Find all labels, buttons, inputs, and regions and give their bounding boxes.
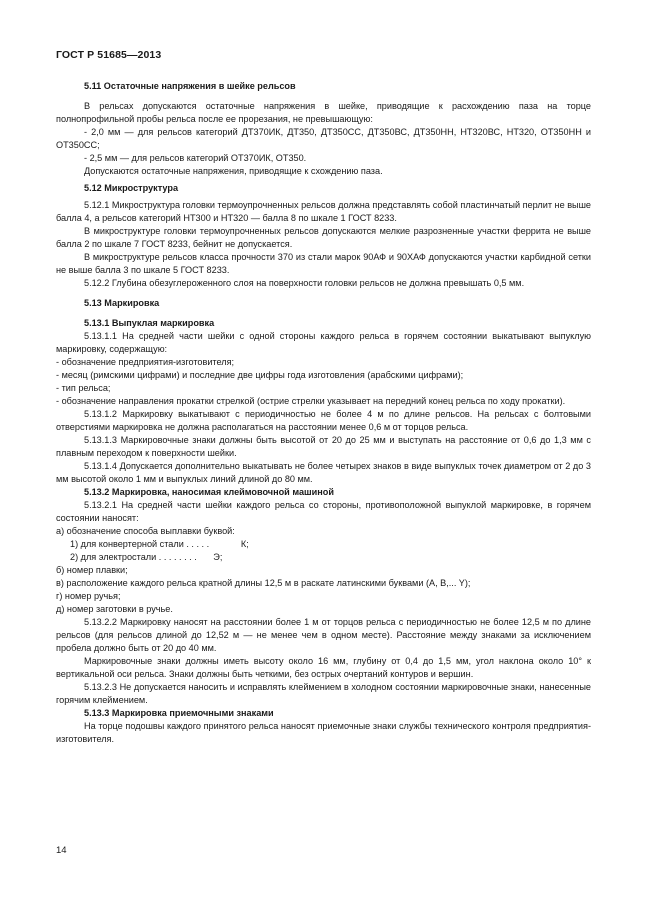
paragraph: Маркировочные знаки должны иметь высоту около 16 мм, глубину от 0,4 до 1,5 мм, угол наклона около 10° к вертикальной оси рельса. Знаки должны быть четкими, без острых очертаний контуров и вершин.: [56, 656, 591, 679]
list-item: д) номер заготовки в ручье.: [56, 604, 173, 614]
list-item: - месяц (римскими цифрами) и последние две цифры года изготовления (арабскими цифрами);: [56, 370, 464, 380]
list-item: в) расположение каждого рельса кратной длины 12,5 м в раскате латинскими буквами (A, B,... Y);: [56, 578, 471, 588]
list-item: - обозначение направления прокатки стрелкой (острие стрелки указывает на передний конец рельса по ходу прокатки).: [56, 396, 566, 406]
paragraph: 5.13.1.1 На средней части шейки с одной стороны каждого рельса в горячем состоянии выкатывают выпуклую маркировку, содержащую:: [56, 331, 591, 354]
list-item: г) номер ручья;: [56, 591, 121, 601]
subsection-5-13-3-heading: 5.13.3 Маркировка приемочными знаками: [84, 708, 274, 718]
subitem-dots: . . . . .: [186, 539, 210, 549]
list-item: а) обозначение способа выплавки буквой:: [56, 526, 235, 536]
paragraph: 5.12.1 Микроструктура головки термоупрочненных рельсов должна представлять собой пластинчатый перлит не выше балла 4, а рельсов категорий НТ300 и НТ320 — балла 8 по шкале 1 ГОСТ 8233.: [56, 200, 591, 223]
paragraph: Допускаются остаточные напряжения, приводящие к схождению паза.: [84, 166, 383, 176]
list-item: - тип рельса;: [56, 383, 111, 393]
list-item: б) номер плавки;: [56, 565, 128, 575]
subsection-5-13-1-heading: 5.13.1 Выпуклая маркировка: [84, 318, 215, 328]
section-5-12-heading: 5.12 Микроструктура: [84, 183, 179, 193]
paragraph: 5.13.2.1 На средней части шейки каждого рельса со стороны, противоположной выпуклой маркировке, в горячем состоянии наносят:: [56, 500, 591, 523]
paragraph: В микроструктуре головки термоупрочненных рельсов допускаются мелкие разрозненные участки феррита не выше балла 2 по шкале 7 ГОСТ 8233, бейнит не допускается.: [56, 226, 591, 249]
paragraph: 5.13.1.2 Маркировку выкатывают с периодичностью не более 4 м по длине рельсов. На рельсах с болтовыми отверстиями маркировка не должна располагаться на расстоянии менее 0,6 м от торцов рельса.: [56, 409, 591, 432]
page-number: 14: [56, 845, 67, 856]
paragraph: На торце подошвы каждого принятого рельса наносят приемочные знаки службы технического контроля предприятия-изготовителя.: [56, 721, 591, 744]
list-subitem: [70, 538, 591, 551]
paragraph: 5.13.2.3 Не допускается наносить и исправлять клеймением в холодном состоянии маркировочные знаки, нанесенные горячим клеймением.: [56, 682, 591, 705]
subitem-dots: . . . . . . . .: [158, 552, 197, 562]
list-item: - обозначение предприятия-изготовителя;: [56, 357, 235, 367]
list-item: - 2,5 мм — для рельсов категорий ОТ370ИК, ОТ350.: [84, 153, 307, 163]
paragraph: 5.13.1.4 Допускается дополнительно выкатывать не более четырех знаков в виде выпуклых точек диаметром от 2 до 3 мм высотой около 1 мм и выпуклых линий длиной до 80 мм.: [56, 461, 591, 484]
list-subitem: [70, 551, 591, 564]
section-5-11-heading: 5.11 Остаточные напряжения в шейке рельсов: [84, 81, 296, 91]
paragraph: В рельсах допускаются остаточные напряжения в шейке, приводящие к расхождению паза на торце полнопрофильной пробы рельса после ее прорезания, не превышающую:: [56, 101, 591, 124]
subitem-label: 2) для электростали: [70, 552, 157, 562]
subsection-5-13-2-heading: 5.13.2 Маркировка, наносимая клеймовочной машиной: [84, 487, 334, 497]
document-body: [56, 80, 591, 746]
document-header: ГОСТ Р 51685—2013: [56, 49, 162, 61]
subitem-value: Э;: [213, 552, 223, 562]
subitem-label: 1) для конвертерной стали: [70, 539, 184, 549]
paragraph: 5.13.2.2 Маркировку наносят на расстоянии более 1 м от торцов рельса с периодичностью не более 12,5 м по длине рельсов (для рельсов длиной до 12,52 м — не менее чем в одном месте). Расстояние между знаками за исключением пробела должно быть от 20 до 40 мм.: [56, 617, 591, 653]
list-item: - 2,0 мм — для рельсов категорий ДТ370ИК, ДТ350, ДТ350СС, ДТ350ВС, ДТ350НН, НТ320ВС, НТ320, ОТ350НН и ОТ350СС;: [56, 127, 591, 150]
section-5-13-heading: 5.13 Маркировка: [84, 298, 160, 308]
paragraph: В микроструктуре рельсов класса прочности 370 из стали марок 90АФ и 90ХАФ допускаются участки карбидной сетки не выше балла 3 по шкале 5 ГОСТ 8233.: [56, 252, 591, 275]
subitem-value: К;: [240, 539, 249, 549]
paragraph: 5.12.2 Глубина обезуглероженного слоя на поверхности головки рельсов не должна превышать 0,5 мм.: [84, 278, 525, 288]
paragraph: 5.13.1.3 Маркировочные знаки должны быть высотой от 20 до 25 мм и выступать на расстояние от 0,6 до 1,3 мм с плавным переходом к поверхности шейки.: [56, 435, 591, 458]
